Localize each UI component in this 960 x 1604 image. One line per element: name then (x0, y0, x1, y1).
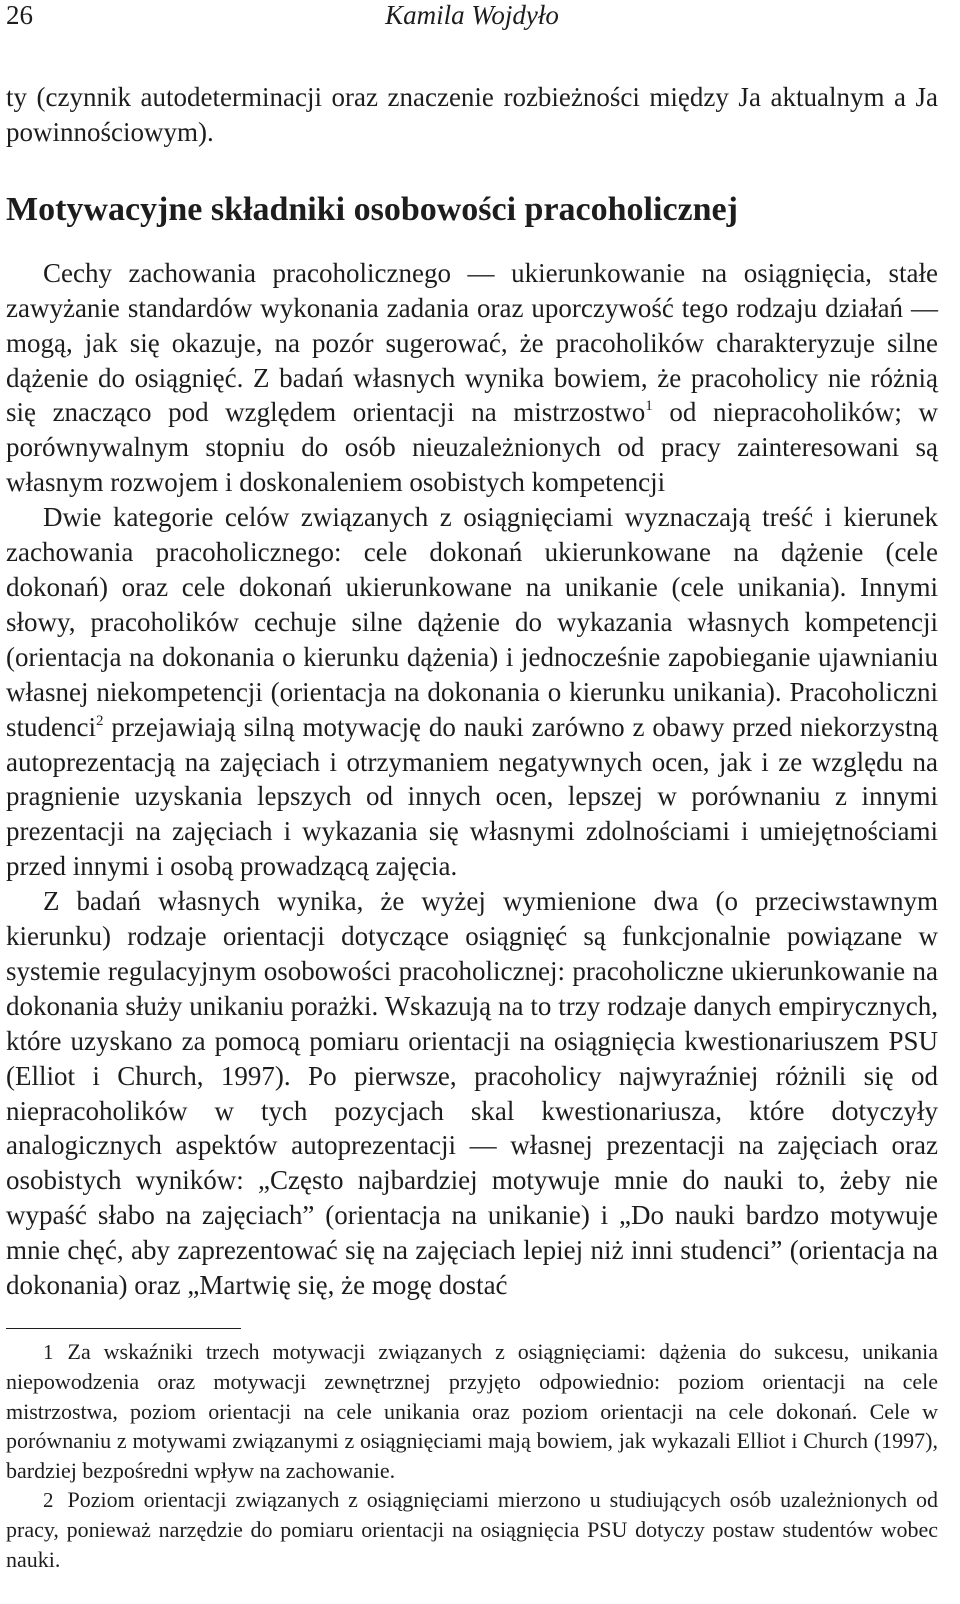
paragraph-2 (6, 256, 938, 500)
footnotes (6, 1337, 938, 1574)
footnote-ref-2[interactable]: 2 (95, 712, 104, 729)
paragraph-1 (6, 80, 938, 150)
paragraph-3-text-b: przejawiają silną motywację do nauki zarówno z obawy przed niekorzystną autoprezentacją na zajęciach i otrzymaniem negatywnych ocen, jak i ze względu na pragnienie uzyskania lepszych od innych ocen, lepszej w porównaniu z innymi prezentacji na zajęciach i wykazania się własnymi zdolnościami i umiejętnościami przed innymi i osobą prowadzącą zajęcia. (6, 711, 938, 882)
paragraph-3-text-a: Dwie kategorie celów związanych z osiągnięciami wyznaczają treść i kierunek zachowania pracoholicznego: cele dokonań ukierunkowane na dążenie (cele dokonań) oraz cele dokonań ukierunkowane na unikanie (cele unikania). Innymi słowy, pracoholików cechuje silne dążenie do wykazania własnych kompetencji (orientacja na dokonania o kierunku dążenia) i jednocześnie zapobieganie ujawnianiu własnej niekompetencji (orientacja na dokonania o kierunku unikania). Pracoholiczni studenci (6, 502, 938, 742)
footnote-ref-1[interactable]: 1 (645, 398, 653, 415)
footnote-2-text: Poziom orientacji związanych z osiągnięciami mierzono u studiujących osób uzależnionych od pracy, ponieważ narzędzie do pomiaru orientacji na osiągnięcia PSU dotyczy postaw studentów wobec nauki. (6, 1487, 938, 1572)
footnote-2 (6, 1485, 938, 1574)
footnote-1 (6, 1337, 938, 1485)
footnote-1-text: Za wskaźniki trzech motywacji związanych z osiągnięciami: dążenia do sukcesu, unikania niepowodzenia oraz motywacji zewnętrznej przyjęto odpowiednio: poziom orientacji na cele mistrzostwa, poziom orientacji na cele unikania oraz poziom orientacji na cele dokonań. Cele w porównaniu z motywami związanymi z osiągnięciami mają bowiem, jak wykazali Elliot i Church (1997), bardziej bezpośredni wpływ na zachowanie. (6, 1339, 938, 1483)
paragraph-3 (6, 500, 938, 884)
page-header (6, 0, 938, 34)
paragraph-2-text-a: Cechy zachowania pracoholicznego — ukierunkowanie na osiągnięcia, stałe zawyżanie standardów wykonania zadania oraz uporczywość tego rodzaju działań — mogą, jak się okazuje, na pozór sugerować, że pracoholików charakteryzuje silne dążenie do osiągnięć. Z badań własnych wynika bowiem, że pracoholicy nie różnią się znacząco pod względem orientacji na mistrzostwo (6, 257, 938, 428)
paragraph-2-text-b: od niepracoholików; w porównywalnym stopniu do osób nieuzależnionych od pracy zainteresowani są własnym rozwojem i doskonaleniem osobistych kompetencji (6, 397, 938, 498)
footnote-2-mark: 2 (43, 1488, 54, 1513)
page-number: 26 (6, 0, 33, 30)
running-head: Kamila Wojdyło (385, 0, 559, 30)
paragraph-1-text: ty (czynnik autodeterminacji oraz znaczenie rozbieżności między Ja aktualnym a Ja powinnościowym). (6, 82, 938, 147)
footnote-divider (6, 1328, 241, 1329)
body-text (6, 80, 938, 1303)
section-heading: Motywacyjne składniki osobowości pracoholicznej (6, 190, 738, 228)
paragraph-4 (6, 884, 938, 1303)
paragraph-4-text: Z badań własnych wynika, że wyżej wymienione dwa (o przeciwstawnym kierunku) rodzaje orientacji dotyczące osiągnięć są funkcjonalnie powiązane w systemie regulacyjnym osobowości pracoholicznej: pracoholiczne ukierunkowanie na dokonania służy unikaniu porażki. Wskazują na to trzy rodzaje danych empirycznych, które uzyskano za pomocą pomiaru orientacji na osiągnięcia kwestionariuszem PSU (Elliot i Church, 1997). Po pierwsze, pracoholicy najwyraźniej różnili się od niepracoholików w tych pozycjach skal kwestionariusza, które dotyczyły analogicznych aspektów autoprezentacji — własnej prezentacji na zajęciach oraz osobistych wyników: „Często najbardziej motywuje mnie do nauki to, żeby nie wypaść słabo na zajęciach” (orientacja na unikanie) i „Do nauki bardzo motywuje mnie chęć, aby zaprezentować się na zajęciach lepiej niż inni studenci” (orientacja na dokonania) oraz „Martwię się, że mogę dostać (6, 886, 938, 1301)
footnote-1-mark: 1 (43, 1340, 54, 1364)
